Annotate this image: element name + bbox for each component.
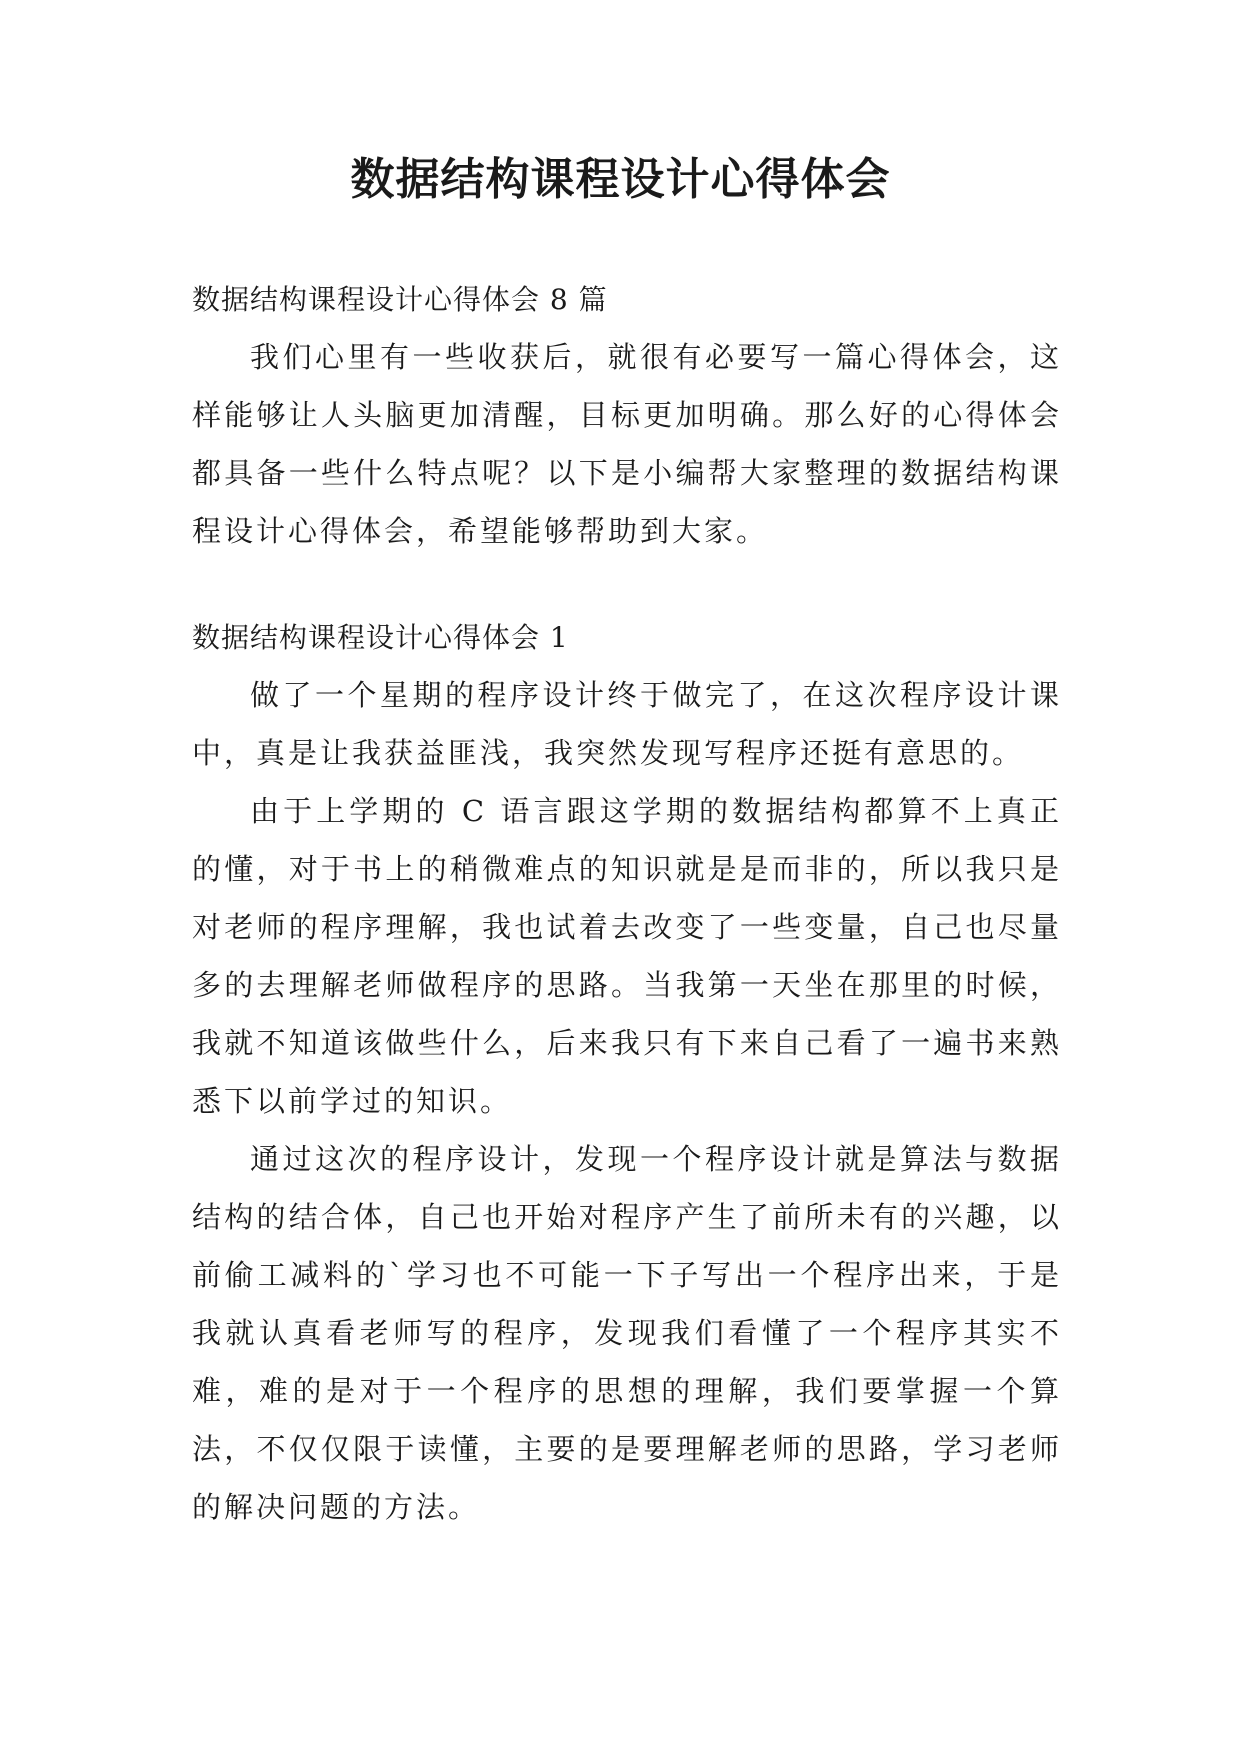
intro-heading: 数据结构课程设计心得体会 8 篇 — [192, 283, 608, 316]
intro-paragraph: 我们心里有一些收获后，就很有必要写一篇心得体会，这样能够让人头脑更加清醒，目标更加明确。那么好的心得体会都具备一些什么特点呢？以下是小编帮大家整理的数据结构课程设计心得体会，希望能够帮助到大家。 — [192, 340, 1062, 548]
section1-heading: 数据结构课程设计心得体会 1 — [192, 621, 569, 654]
section1-paragraph-2: 由于上学期的 C 语言跟这学期的数据结构都算不上真正的懂，对于书上的稍微难点的知识就是是而非的，所以我只是对老师的程序理解，我也试着去改变了一些变量，自己也尽量多的去理解老师做程序的思路。当我第一天坐在那里的时候，我就不知道该做些什么，后来我只有下来自己看了一遍书来熟悉下以前学过的知识。 — [192, 794, 1062, 1118]
document-body — [192, 280, 1062, 1536]
document-title: 数据结构课程设计心得体会 — [350, 154, 891, 205]
section1-paragraph-3: 通过这次的程序设计，发现一个程序设计就是算法与数据结构的结合体，自己也开始对程序产生了前所未有的兴趣，以前偷工减料的`学习也不可能一下子写出一个程序出来，于是我就认真看老师写的程序，发现我们看懂了一个程序其实不难，难的是对于一个程序的思想的理解，我们要掌握一个算法，不仅仅限于读懂，主要的是要理解老师的思路，学习老师的解决问题的方法。 — [192, 1142, 1062, 1524]
section1-paragraph-1: 做了一个星期的程序设计终于做完了，在这次程序设计课中，真是让我获益匪浅，我突然发现写程序还挺有意思的。 — [192, 678, 1062, 770]
